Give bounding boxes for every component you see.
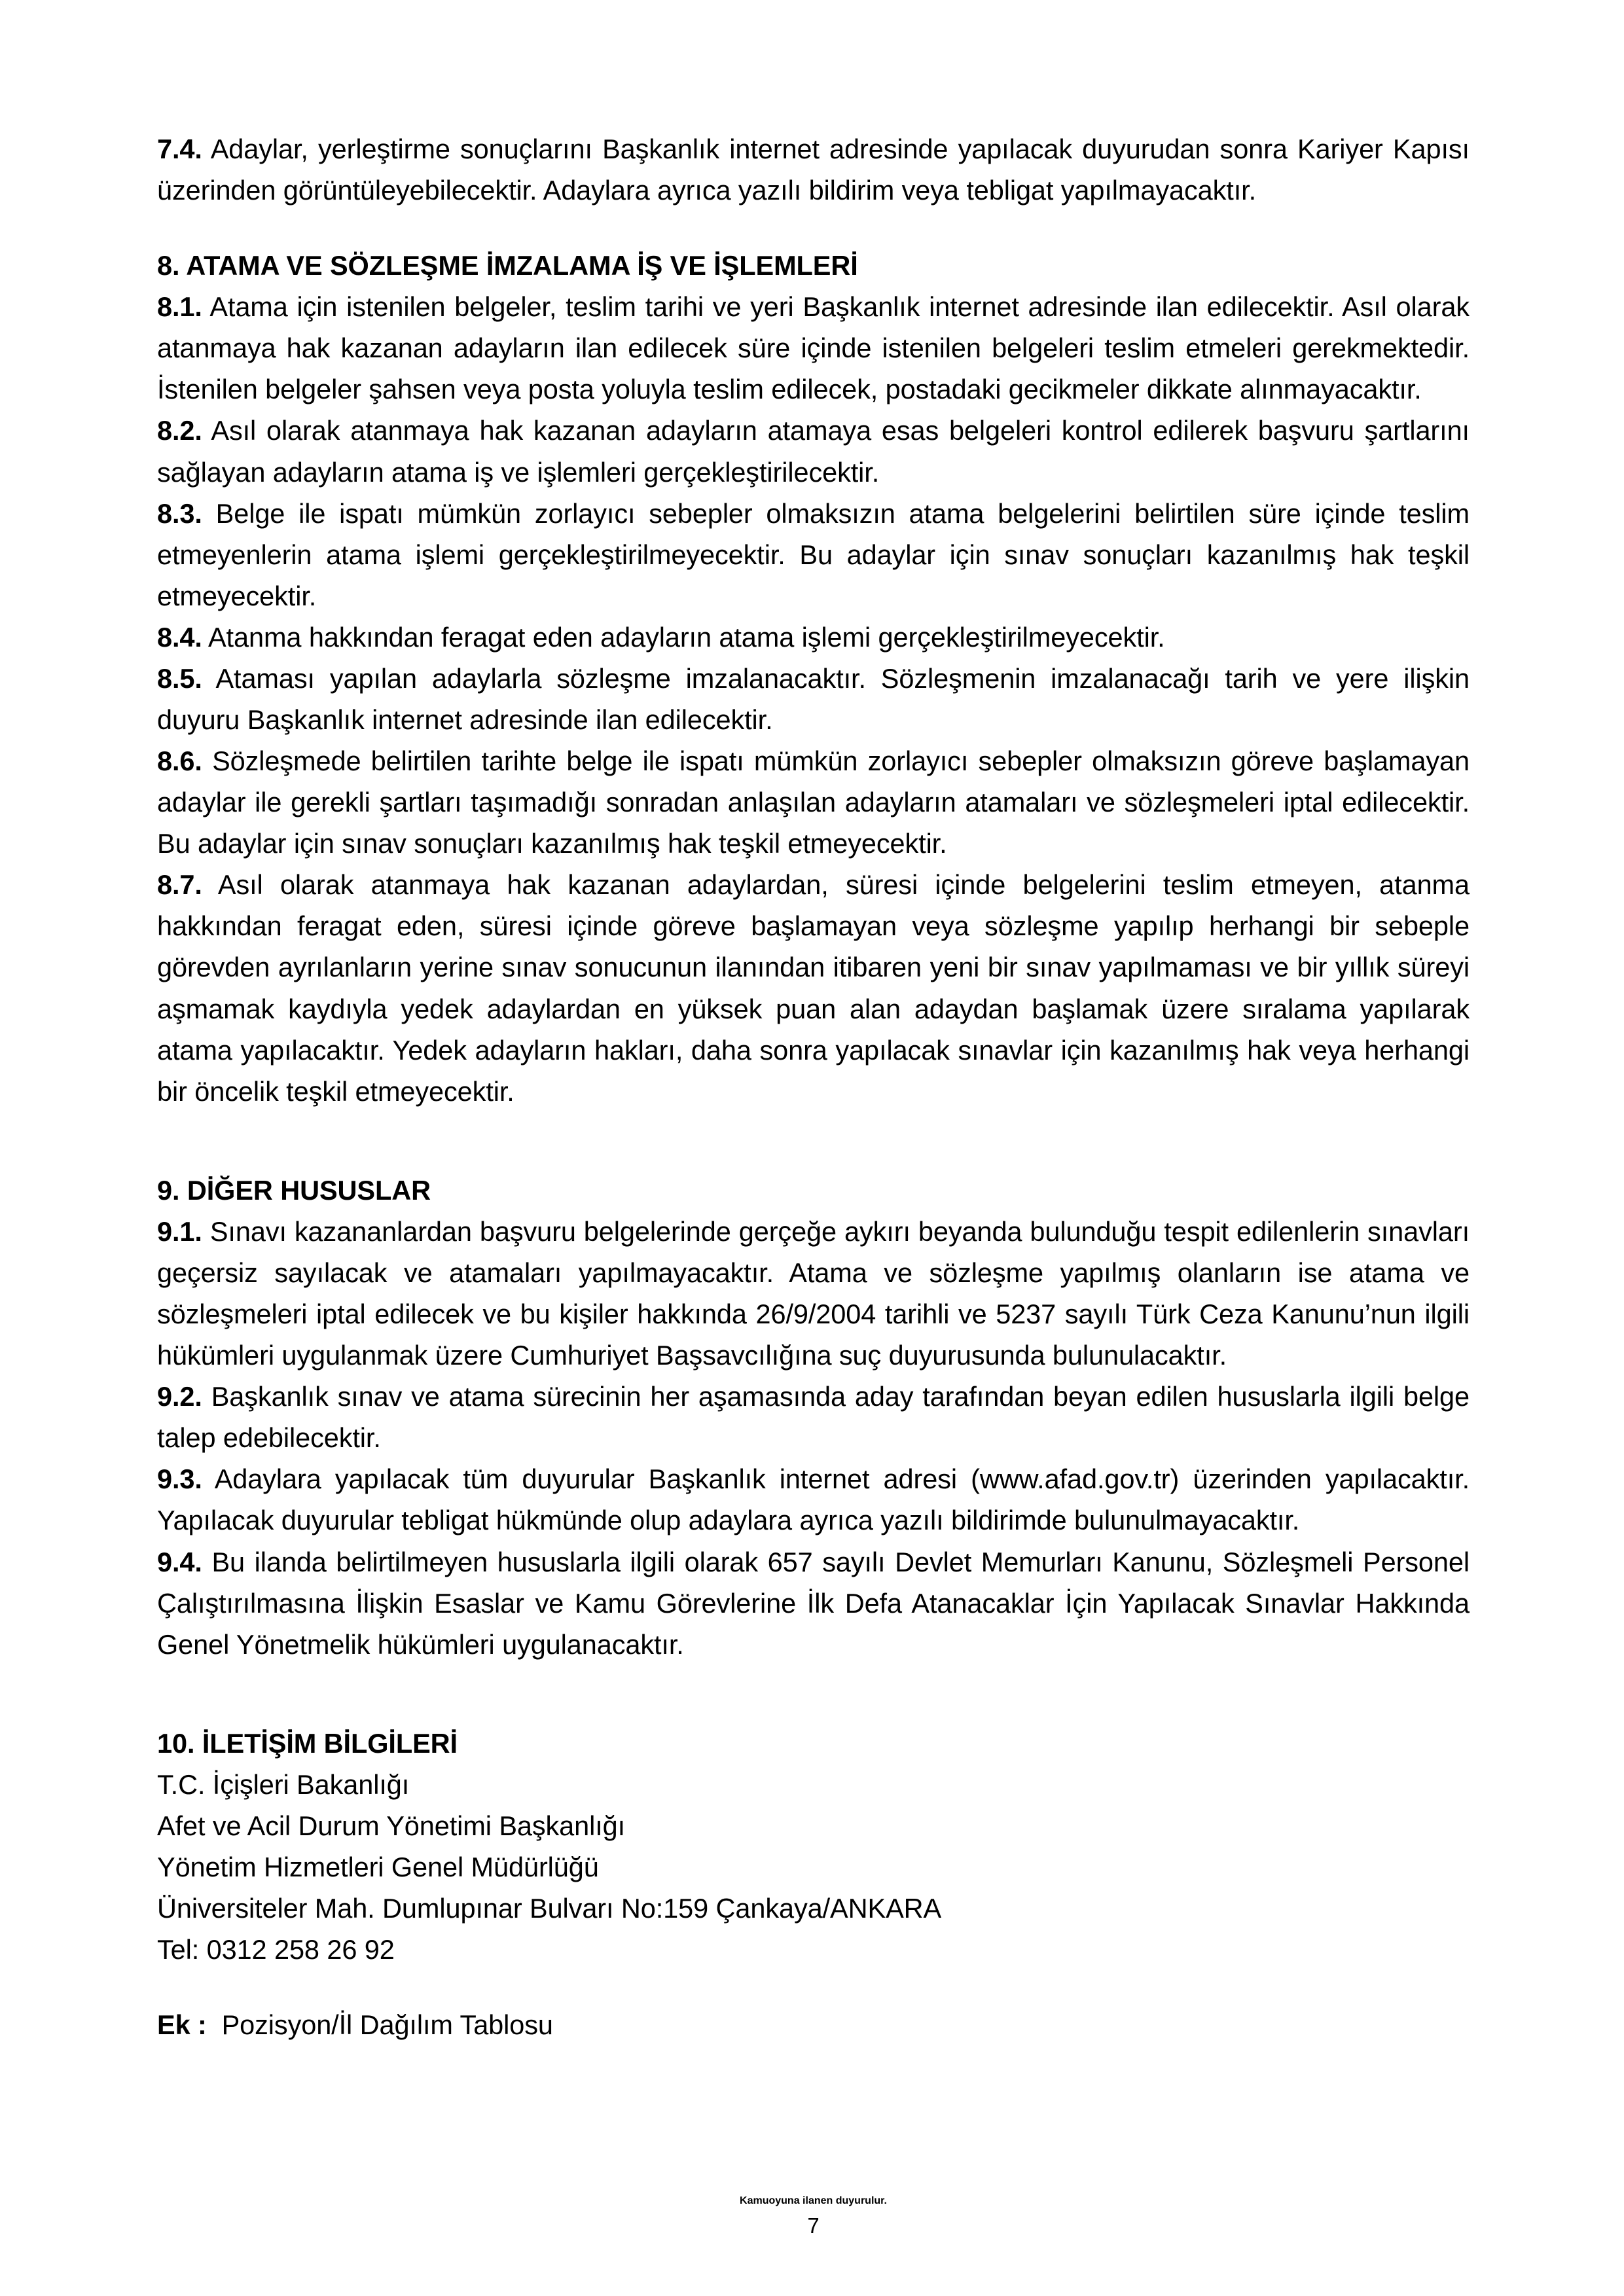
- document-body: [157, 128, 1470, 2045]
- paragraph-8-5: [157, 658, 1470, 740]
- paragraph-8-4: [157, 617, 1470, 658]
- attachment-label: Ek :: [157, 2009, 207, 2041]
- paragraph-text-9-1: Sınavı kazananlardan başvuru belgelerinde gerçeğe aykırı beyanda bulunduğu tespit edilenlerin sınavları geçersiz sayılacak ve atamaları yapılmayacaktır. Atama ve sözleşme yapılmış olanların ise atama ve sözleşmeleri iptal edilecek ve bu kişiler hakkında 26/9/2004 tarihli ve 5237 sayılı Türk Ceza Kanunu’nun ilgili hükümleri uygulanmak üzere Cumhuriyet Başsavcılığına suç duyurusunda bulunulacaktır.: [157, 1215, 1470, 1371]
- spacer: [157, 211, 1470, 245]
- paragraph-8-2: [157, 410, 1470, 492]
- paragraph-number-8-5: 8.5.: [157, 662, 202, 694]
- contact-line-address: Üniversiteler Mah. Dumlupınar Bulvarı No:159 Çankaya/ANKARA: [157, 1893, 942, 1924]
- section-heading-8: 8. ATAMA VE SÖZLEŞME İMZALAMA İŞ VE İŞLEMLERİ: [157, 250, 858, 281]
- paragraph-number-9-4: 9.4.: [157, 1546, 202, 1577]
- paragraph-text-9-2: Başkanlık sınav ve atama sürecinin her aşamasında aday tarafından beyan edilen hususlarla ilgili belge talep edebilecektir.: [157, 1381, 1470, 1454]
- section-heading-10: 10. İLETİŞİM BİLGİLERİ: [157, 1727, 458, 1759]
- spacer: [157, 1665, 1470, 1723]
- attachment-line: [157, 2004, 1470, 2045]
- paragraph-text-8-6: Sözleşmede belirtilen tarihte belge ile ispatı mümkün zorlayıcı sebepler olmaksızın göreve başlamayan adaylar ile gerekli şartları taşımadığı sonradan anlaşılan adayların atamaları ve sözleşmeleri iptal edilecektir. Bu adaylar için sınav sonuçları kazanılmış hak teşkil etmeyecektir.: [157, 745, 1470, 859]
- paragraph-8-1: [157, 286, 1470, 410]
- paragraph-8-6: [157, 740, 1470, 864]
- paragraph-number-8-6: 8.6.: [157, 745, 202, 777]
- spacer: [157, 1112, 1470, 1170]
- spacer: [157, 1970, 1470, 2004]
- contact-line-directorate: Yönetim Hizmetleri Genel Müdürlüğü: [157, 1851, 599, 1882]
- paragraph-number-9-2: 9.2.: [157, 1381, 202, 1412]
- paragraph-8-3: [157, 493, 1470, 617]
- paragraph-text-7-4: Adaylar, yerleştirme sonuçlarını Başkanlık internet adresinde yapılacak duyurudan sonra Kariyer Kapısı üzerinden görüntüleyebilecektir. Adaylara ayrıca yazılı bildirim veya tebligat yapılmayacaktır.: [157, 134, 1470, 206]
- attachment-text: Pozisyon/İl Dağılım Tablosu: [221, 2009, 553, 2041]
- page-number: 7: [807, 2214, 820, 2238]
- page-footer: [157, 2195, 1470, 2238]
- paragraph-number-9-1: 9.1.: [157, 1215, 202, 1247]
- paragraph-text-8-7: Asıl olarak atanmaya hak kazanan adaylardan, süresi içinde belgelerini teslim etmeyen, atanma hakkından feragat eden, süresi içinde göreve başlamayan veya sözleşme yapılıp herhangi bir sebeple görevden ayrılanların yerine sınav sonucunun ilanından itibaren yeni bir sınav yapılmaması ve bir yıllık süreyi aşmamak kaydıyla yedek adaylardan en yüksek puan alan adaydan başlamak üzere sıralama yapılarak atama yapılacaktır. Yedek adayların hakları, daha sonra yapılacak sınavlar için kazanılmış hak veya herhangi bir öncelik teşkil etmeyecektir.: [157, 869, 1470, 1107]
- paragraph-number-8-2: 8.2.: [157, 415, 202, 446]
- paragraph-number-8-1: 8.1.: [157, 291, 202, 323]
- paragraph-text-8-2: Asıl olarak atanmaya hak kazanan adayların atamaya esas belgeleri kontrol edilerek başvuru şartlarını sağlayan adayların atama iş ve işlemleri gerçekleştirilecektir.: [157, 415, 1470, 488]
- paragraph-text-9-4: Bu ilanda belirtilmeyen hususlarla ilgili olarak 657 sayılı Devlet Memurları Kanunu, Sözleşmeli Personel Çalıştırılmasına İlişkin Esaslar ve Kamu Görevlerine İlk Defa Atanacaklar İçin Yapılacak Sınavlar Hakkında Genel Yönetmelik hükümleri uygulanacaktır.: [157, 1546, 1470, 1660]
- section-heading-9: 9. DİĞER HUSUSLAR: [157, 1174, 431, 1206]
- contact-line-phone: Tel: 0312 258 26 92: [157, 1934, 395, 1965]
- closing-statement: Kamuoyuna ilanen duyurulur.: [740, 2195, 887, 2206]
- paragraph-number-8-7: 8.7.: [157, 869, 202, 901]
- paragraph-number-8-4: 8.4.: [157, 621, 202, 653]
- paragraph-9-4: [157, 1541, 1470, 1665]
- paragraph-text-8-5: Ataması yapılan adaylarla sözleşme imzalanacaktır. Sözleşmenin imzalanacağı tarih ve yere ilişkin duyuru Başkanlık internet adresinde ilan edilecektir.: [157, 662, 1470, 736]
- paragraph-9-3: [157, 1458, 1470, 1541]
- contact-line-agency: Afet ve Acil Durum Yönetimi Başkanlığı: [157, 1810, 626, 1841]
- paragraph-7-4: [157, 128, 1470, 211]
- paragraph-text-9-3: Adaylara yapılacak tüm duyurular Başkanlık internet adresi (www.afad.gov.tr) üzerinden yapılacaktır. Yapılacak duyurular tebligat hükmünde olup adaylara ayrıca yazılı bildirimde bulunulmayacaktır.: [157, 1463, 1470, 1536]
- paragraph-text-8-4: Atanma hakkından feragat eden adayların atama işlemi gerçekleştirilmeyecektir.: [208, 621, 1165, 653]
- paragraph-number-7-4: 7.4.: [157, 134, 202, 164]
- paragraph-9-1: [157, 1211, 1470, 1376]
- paragraph-number-9-3: 9.3.: [157, 1463, 202, 1495]
- paragraph-text-8-1: Atama için istenilen belgeler, teslim tarihi ve yeri Başkanlık internet adresinde ilan edilecektir. Asıl olarak atanmaya hak kazanan adayların ilan edilecek süre içinde istenilen belgeleri teslim etmeleri gerekmektedir. İstenilen belgeler şahsen veya posta yoluyla teslim edilecek, postadaki gecikmeler dikkate alınmayacaktır.: [157, 291, 1470, 405]
- contact-line-ministry: T.C. İçişleri Bakanlığı: [157, 1768, 410, 1800]
- paragraph-8-7: [157, 864, 1470, 1111]
- paragraph-number-8-3: 8.3.: [157, 497, 202, 529]
- paragraph-text-8-3: Belge ile ispatı mümkün zorlayıcı sebepler olmaksızın atama belgelerini belirtilen süre içinde teslim etmeyenlerin atama işlemi gerçekleştirilmeyecektir. Bu adaylar için sınav sonuçları kazanılmış hak teşkil etmeyecektir.: [157, 497, 1470, 611]
- paragraph-9-2: [157, 1376, 1470, 1458]
